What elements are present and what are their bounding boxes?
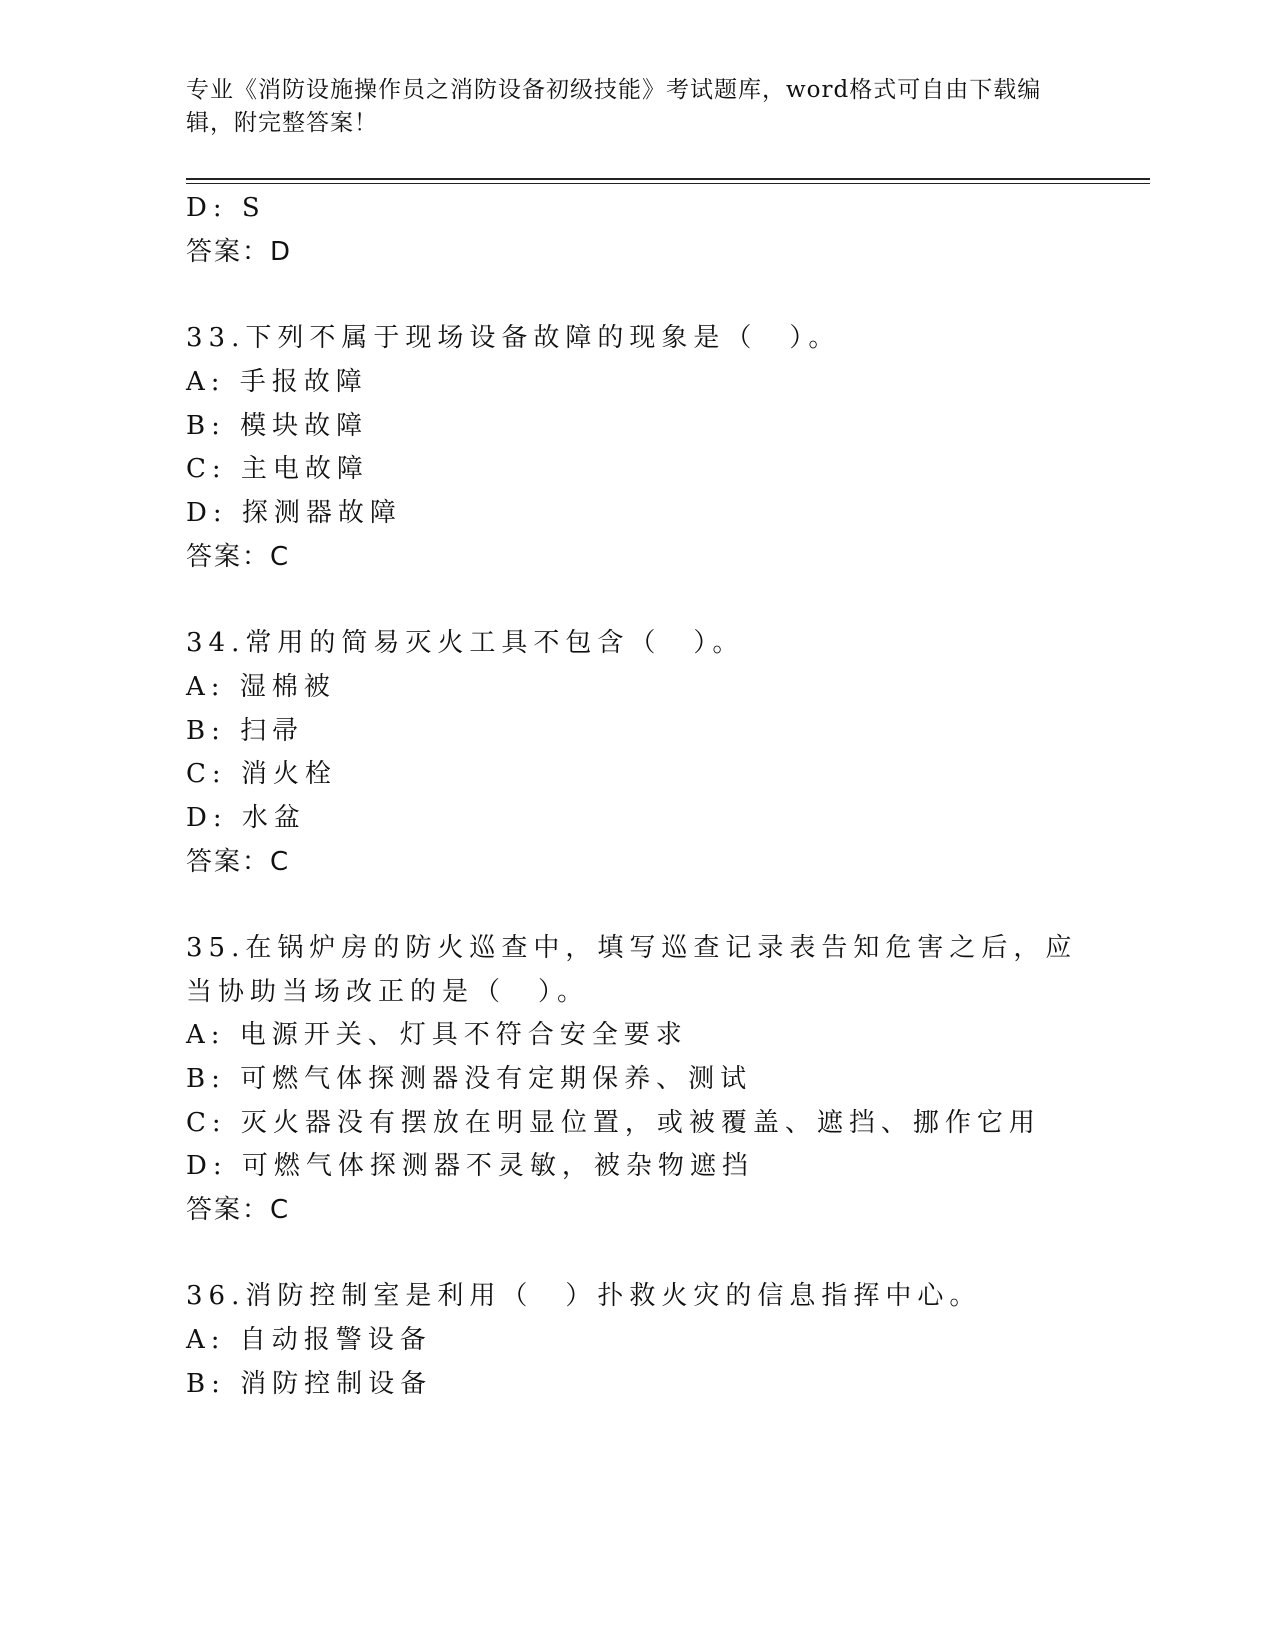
answer-line: 答案：C [186, 1195, 291, 1225]
page-header: 专业《消防设施操作员之消防设备初级技能》考试题库，word格式可自由下载编辑，附完整答案！ [186, 77, 1042, 136]
option-a: A: 电源开关、灯具不符合安全要求 [186, 1020, 688, 1050]
option-c: C: 主电故障 [186, 454, 369, 484]
header-divider [186, 178, 1150, 184]
option-b: B: 扫帚 [186, 716, 305, 746]
question-stem: 33.下列不属于现场设备故障的现象是（ ）。 [186, 323, 841, 353]
option-b: B: 模块故障 [186, 411, 369, 441]
option-a: A: 湿棉被 [186, 672, 336, 702]
answer-line: 答案：C [186, 542, 291, 572]
option-c: C: 灭火器没有摆放在明显位置，或被覆盖、遮挡、挪作它用 [186, 1108, 1041, 1138]
option-b: B: 消防控制设备 [186, 1369, 433, 1399]
option-b: B: 可燃气体探测器没有定期保养、测试 [186, 1064, 753, 1094]
option-d: D: 水盆 [186, 803, 306, 833]
question-stem: 34.常用的简易灭火工具不包含（ ）。 [186, 628, 745, 658]
option-a: A: 手报故障 [186, 367, 368, 397]
option-c: C: 消火栓 [186, 759, 337, 789]
option-d: D: S [186, 193, 266, 223]
answer-line: 答案：C [186, 847, 291, 877]
option-d: D: 探测器故障 [186, 498, 402, 528]
question-stem: 35.在锅炉房的防火巡查中，填写巡查记录表告知危害之后，应当协助当场改正的是（ ）。 [186, 933, 1078, 1007]
option-d: D: 可燃气体探测器不灵敏，被杂物遮挡 [186, 1151, 754, 1181]
answer-line: 答案：D [186, 237, 293, 267]
option-a: A: 自动报警设备 [186, 1325, 432, 1355]
question-stem: 36.消防控制室是利用（ ）扑救火灾的信息指挥中心。 [186, 1281, 982, 1311]
